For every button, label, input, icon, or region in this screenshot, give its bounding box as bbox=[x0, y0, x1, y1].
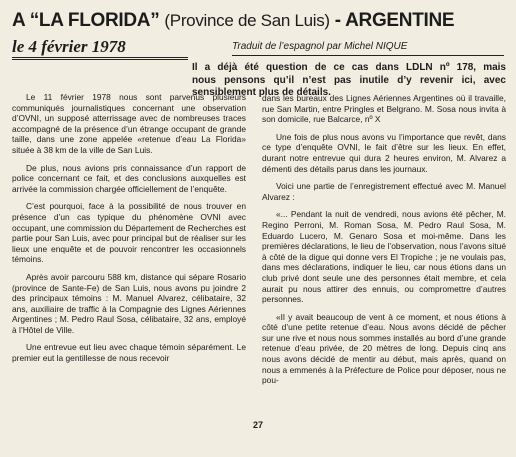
title-province: (Province de San Luis) bbox=[164, 11, 330, 30]
left-column bbox=[12, 92, 246, 371]
intro-line-2: nous pensons qu’il n’est pas inutile d’y revenir ici, avec sensiblement plus de détails. bbox=[192, 74, 506, 98]
intro-line-1: Il a déjà été question de ce cas dans LDLN nº 178, mais bbox=[192, 62, 506, 73]
right-column bbox=[262, 93, 506, 393]
paragraph: De plus, nous avions pris connaissance d’un rapport de police concernant ce fait, et des conclusions auxquelles est arrivée la commission chargée officiellement de l’enquête. bbox=[12, 162, 246, 194]
paragraph: «Il y avait beaucoup de vent à ce moment, et nous étions à côté d’une petite retenue d’eau. Nous avons décidé de pêcher sur une rive et nous nous sommes installés au bord d’une grande retenue d’eau privée, de 20 mètres de long. Depuis cinq ans nous avons décidé de mentir au début, mais après, quand on nous a emmenés à la Préfecture de Police pour déposer, nous ne pou- bbox=[262, 311, 506, 386]
page-number: 27 bbox=[252, 420, 263, 430]
paragraph: Une entrevue eut lieu avec chaque témoin séparément. Le premier eut la gentillesse de nous recevoir bbox=[12, 342, 246, 364]
article-date: le 4 février 1978 bbox=[12, 37, 126, 56]
paragraph: «... Pendant la nuit de vendredi, nous avions été pêcher, M. Regino Perroni, M. Roman Sosa, M. Pedro Raul Sosa, M. Eduardo Lucero, M. Genaro Sosa et moi-même. Dans les premières déclarations, le lieu de l’observation, nous l’avons situé à côté de la digue qui donne vers El Tropiche ; je ne voulais pas, dans mes déclarations, indiquer le lieu, car nous étions dans un club privé dont seule une des personnes était membre, et cela aurait pu nous attirer des ennuis, ou compromettre d’autres personnes. bbox=[262, 209, 506, 305]
paragraph: Une fois de plus nous avons vu l’importance que revêt, dans ce type d’enquête OVNI, le fait d’être sur les lieux. En effet, durant notre entrevue qui dura 2 heures environ, M. Alvarez a démenti des détails parus dans les journaux. bbox=[262, 131, 506, 174]
paragraph: Voici une partie de l’enregistrement effectué avec M. Manuel Alvarez : bbox=[262, 181, 506, 202]
title-main: A “LA FLORIDA” bbox=[12, 10, 160, 31]
translator-credit: Traduit de l’espagnol par Michel NIQUE bbox=[232, 41, 408, 52]
paragraph: Après avoir parcouru 588 km, distance qui sépare Rosario (province de Sante-Fe) de San Luis, nous avons pu joindre 2 des principaux témoins : M. Manuel Alvarez, célibataire, 32 ans, auxiliaire de traffic à la Compagnie des Lignes Aériennes Argentines ; M. Pedro Raul Sosa, célibataire, 32 ans, employé à l’Hôtel de Ville. bbox=[12, 271, 246, 335]
translator-rule bbox=[232, 55, 504, 56]
paragraph: dans les bureaux des Lignes Aériennes Argentines où il travaille, rue San Martin, entre Pringles et Belgrano. M. Sosa nous invita à son domicile, rue Balcarce, nº X bbox=[262, 93, 506, 125]
title-country: - ARGENTINE bbox=[334, 10, 455, 31]
date-underline bbox=[12, 57, 188, 60]
paragraph: C’est pourquoi, face à la possibilité de nous trouver en présence d’un cas typique du phénomène OVNI avec occupant, une commission du Département de Recherches est partie pour San Luis, avec pour principal but de réaliser sur les lieux une enquête et de pouvoir rencontrer les occasionnels témoins. bbox=[12, 201, 246, 265]
paragraph: Le 11 février 1978 nous sont parvenus plusieurs communiqués journalistiques concernant une observation d’OVNI, un supposé atterrissage avec de nombreuses traces accompagné de la présence d’un étrange occupant de grande taille, dans une zone appelée «retenue d’eau La Florida» située à 38 km de la ville de San Luis. bbox=[12, 92, 246, 155]
article-title bbox=[12, 10, 506, 32]
